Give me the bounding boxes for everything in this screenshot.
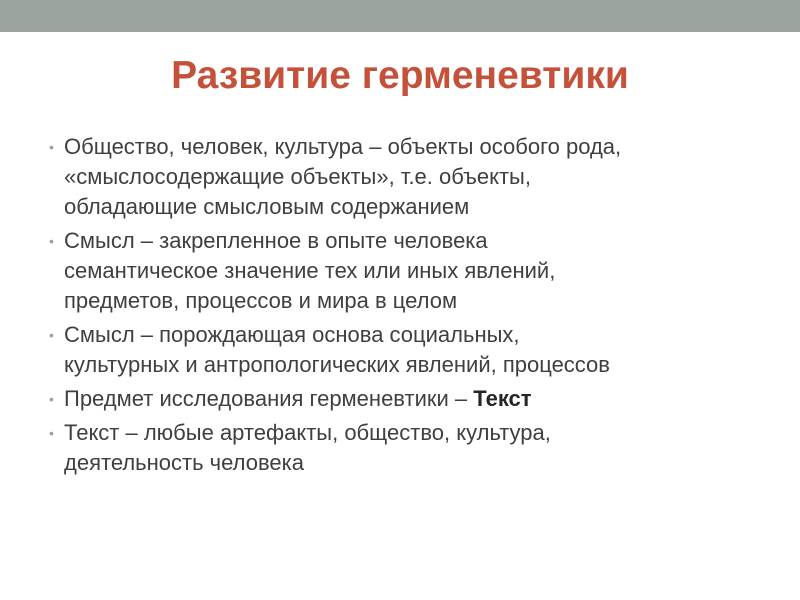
bullet-text-line: Смысл – закрепленное в опыте человека (64, 228, 488, 253)
bullet-text-line: «смыслосодержащие объекты», т.е. объекты, (64, 164, 531, 189)
bullet-dot-icon: • (49, 139, 54, 155)
bullet-text-line: семантическое значение тех или иных явлений, (64, 258, 556, 283)
bullet-text-line: культурных и антропологических явлений, процессов (64, 352, 610, 377)
bullet-dot-icon: • (49, 425, 54, 441)
bullet-text-line: предметов, процессов и мира в целом (64, 288, 458, 313)
bullet-text-line: Текст – любые артефакты, общество, культура, (64, 420, 551, 445)
bullet-text-line: обладающие смысловым содержанием (64, 194, 470, 219)
bullet-item (46, 226, 766, 316)
bullet-item (46, 320, 766, 380)
bullet-list (46, 132, 766, 482)
bullet-strong-term: Текст (473, 386, 532, 411)
bullet-dot-icon: • (49, 327, 54, 343)
bullet-item (46, 418, 766, 478)
bullet-dot-icon: • (49, 233, 54, 249)
bullet-text-line (64, 384, 766, 414)
bullet-item (46, 132, 766, 222)
bullet-text-prefix: Предмет исследования герменевтики – (64, 386, 474, 411)
bullet-text-line: деятельность человека (64, 450, 304, 475)
slide-title: Развитие герменевтики (171, 54, 629, 97)
bullet-text-line: Смысл – порождающая основа социальных, (64, 322, 520, 347)
top-decorative-bar (0, 0, 800, 32)
bullet-text-line: Общество, человек, культура – объекты особого рода, (64, 134, 622, 159)
bullet-dot-icon: • (49, 391, 54, 407)
bullet-item (46, 384, 766, 414)
